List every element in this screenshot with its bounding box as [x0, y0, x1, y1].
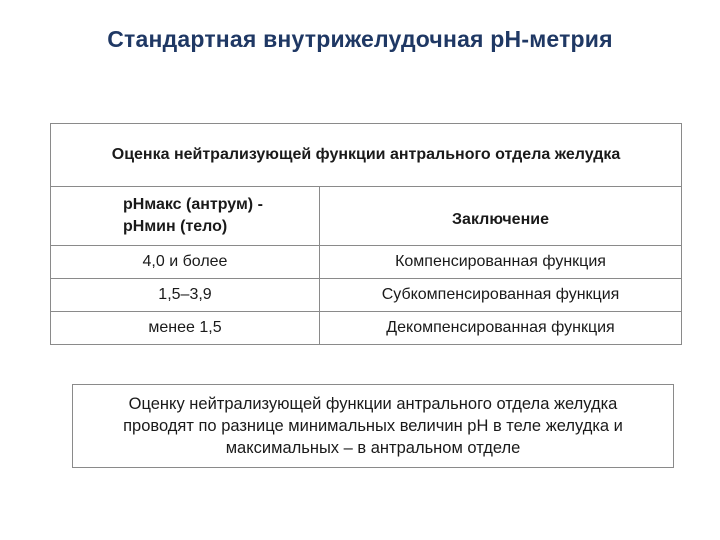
column-header-conclusion: Заключение: [320, 187, 682, 246]
row-value: менее 1,5: [51, 312, 320, 345]
note-box: [72, 384, 674, 468]
row-value: 1,5–3,9: [51, 279, 320, 312]
row-conclusion: Декомпенсированная функция: [320, 312, 682, 345]
note-line-1: Оценку нейтрализующей функции антрального отдела желудка: [128, 395, 618, 413]
table-row: [51, 312, 682, 345]
evaluation-table: [50, 123, 682, 345]
column-header-ph-line2: рНмин (тело): [123, 218, 228, 235]
table-header-text: Оценка нейтрализующей функции антрального отдела желудка: [111, 146, 621, 163]
row-value: 4,0 и более: [51, 246, 320, 279]
table-row: [51, 279, 682, 312]
table-header-row: [51, 124, 682, 187]
page-title: Стандартная внутрижелудочная рН-метрия: [107, 26, 613, 52]
table-row: [51, 246, 682, 279]
note-line-2: проводят по разнице минимальных величин рН в теле желудка и: [123, 417, 623, 435]
column-header-ph: [51, 187, 320, 246]
note-line-3: максимальных – в антральном отделе: [225, 439, 521, 457]
column-header-ph-line1: рНмакс (антрум) -: [123, 196, 263, 213]
row-conclusion: Субкомпенсированная функция: [320, 279, 682, 312]
row-conclusion: Компенсированная функция: [320, 246, 682, 279]
table-header: [51, 124, 682, 187]
column-header-row: [51, 187, 682, 246]
